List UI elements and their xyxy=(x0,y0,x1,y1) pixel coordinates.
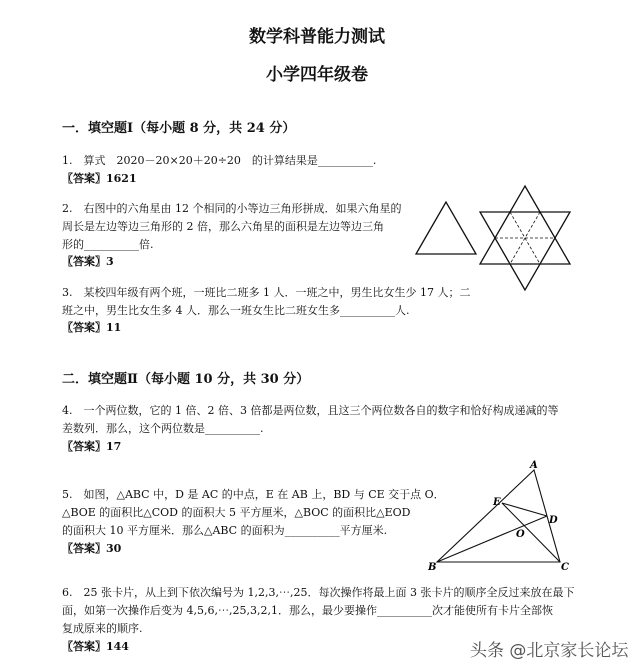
label-o: O xyxy=(516,529,525,540)
q2-line3: 形的__________倍. xyxy=(62,238,154,251)
hexagram-figure xyxy=(480,186,570,290)
label-a: A xyxy=(530,460,538,471)
q2-line1: 2. 右图中的六角星由 12 个相同的小等边三角形拼成．如果六角星的 xyxy=(62,202,402,215)
q5-line2: △BOE 的面积比△COD 的面积大 5 平方厘米，△BOC 的面积比△EOD xyxy=(62,506,411,519)
q5-line1: 5. 如图，△ABC 中，D 是 AC 的中点，E 在 AB 上，BD 与 CE 交于点 O． xyxy=(62,488,445,501)
q6-line2: 面，如第一次操作后变为 4,5,6,⋯,25,3,2,1．那么，最少要操作__________次才能使所有卡片全部恢 xyxy=(62,604,553,617)
q5-answer: 〖答案〗30 xyxy=(62,542,122,555)
q3-line1: 3. 某校四年级有两个班，一班比二班多 1 人．一班之中，男生比女生少 17 人；二 xyxy=(62,286,471,299)
q3-answer: 〖答案〗11 xyxy=(62,321,122,334)
equilateral-triangle-figure xyxy=(416,202,476,254)
page-subtitle: 小学四年级卷 xyxy=(266,65,368,85)
q4-answer: 〖答案〗17 xyxy=(62,440,122,453)
q6-line1: 6. 25 张卡片，从上到下依次编号为 1,2,3,⋯,25．每次操作将最上面 3 张卡片的顺序全反过来放在最下 xyxy=(62,586,575,599)
label-d: D xyxy=(549,515,558,526)
q6-answer: 〖答案〗144 xyxy=(62,640,129,653)
page-title: 数学科普能力测试 xyxy=(249,27,385,47)
q5-line3: 的面积大 10 平方厘米．那么△ABC 的面积为__________平方厘米. xyxy=(62,524,388,537)
section1-heading: 一．填空题Ⅰ（每小题 8 分，共 24 分） xyxy=(62,121,296,136)
watermark-text: 头条 @北京家长论坛 xyxy=(470,641,629,661)
q2-line2: 周长是左边等边三角形的 2 倍，那么六角星的面积是左边等边三角 xyxy=(62,220,384,233)
label-e: E xyxy=(493,497,501,508)
label-c: C xyxy=(561,562,569,573)
q4-line2: 差数列．那么，这个两位数是__________. xyxy=(62,422,264,435)
q1-answer: 〖答案〗1621 xyxy=(62,172,137,185)
q1-line1: 1. 算式 2020－20×20＋20÷20 的计算结果是__________. xyxy=(62,154,377,167)
section2-heading: 二．填空题Ⅱ（每小题 10 分，共 30 分） xyxy=(62,372,310,387)
triangle-abc-figure xyxy=(437,470,560,562)
q3-line2: 班之中，男生比女生多 4 人．那么一班女生比二班女生多__________人. xyxy=(62,304,410,317)
label-b: B xyxy=(428,562,437,573)
q2-answer: 〖答案〗3 xyxy=(62,255,114,268)
q4-line1: 4. 一个两位数，它的 1 倍、2 倍、3 倍都是两位数，且这三个两位数各自的数字和恰好构成递减的等 xyxy=(62,404,559,417)
q6-line3: 复成原来的顺序. xyxy=(62,622,143,635)
